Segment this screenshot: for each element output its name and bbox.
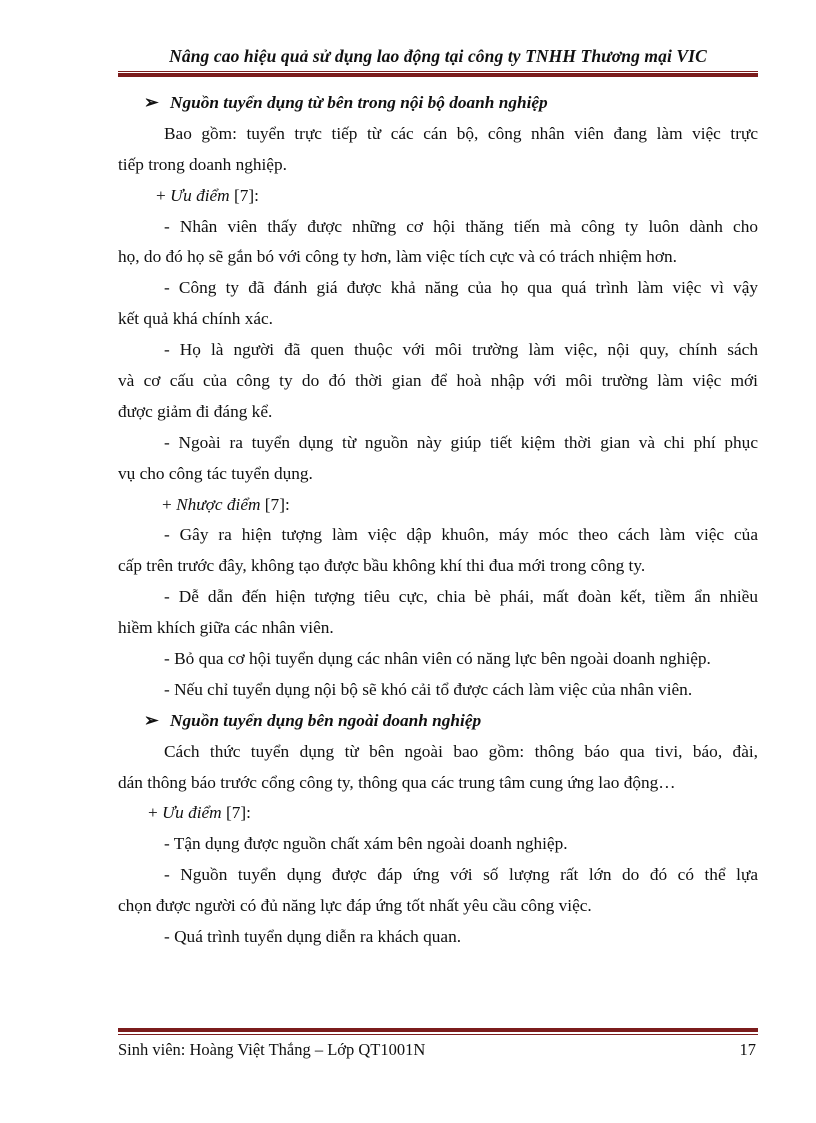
footer-rule-thick bbox=[118, 1028, 758, 1032]
footer-student-info: Sinh viên: Hoàng Việt Thắng – Lớp QT1001N bbox=[118, 1040, 426, 1059]
section-heading-external: ➢ Nguồn tuyển dụng bên ngoài doanh nghiệp bbox=[118, 706, 758, 737]
section-heading-internal: ➢ Nguồn tuyển dụng từ bên trong nội bộ doanh nghiệp bbox=[118, 88, 758, 119]
header-rule-thick bbox=[118, 73, 758, 77]
list-item-line: - Gây ra hiện tượng làm việc dập khuôn, máy móc theo cách làm việc của bbox=[164, 525, 758, 545]
page-number: 17 bbox=[739, 1040, 756, 1059]
paragraph-line: Cách thức tuyển dụng từ bên ngoài bao gồm: thông báo qua tivi, báo, đài, bbox=[164, 741, 758, 761]
header-title: Nâng cao hiệu quả sử dụng lao động tại công ty TNHH Thương mại VIC bbox=[169, 46, 707, 66]
paragraph-line: dán thông báo trước cổng công ty, thông qua các trung tâm cung ứng lao động… bbox=[118, 772, 676, 792]
paragraph-line: tiếp trong doanh nghiệp. bbox=[118, 154, 287, 174]
list-item-line: - Ngoài ra tuyển dụng từ nguồn này giúp tiết kiệm thời gian và chi phí phục bbox=[164, 432, 758, 452]
list-item-line: kết quả khá chính xác. bbox=[118, 309, 273, 329]
header-rule-thin bbox=[118, 71, 758, 72]
list-item-line: chọn được người có đủ năng lực đáp ứng tốt nhất yêu cầu công việc. bbox=[118, 896, 592, 916]
list-item-line: - Công ty đã đánh giá được khả năng của họ qua quá trình làm việc vì vậy bbox=[164, 278, 758, 298]
footer-rule-thin bbox=[118, 1034, 758, 1035]
list-item-line: - Tận dụng được nguồn chất xám bên ngoài doanh nghiệp. bbox=[164, 834, 568, 854]
list-item-line: và cơ cấu của công ty do đó thời gian để hoà nhập với môi trường làm việc mới bbox=[118, 371, 758, 391]
list-item-line: - Nếu chỉ tuyển dụng nội bộ sẽ khó cải tổ được cách làm việc của nhân viên. bbox=[164, 679, 693, 699]
list-item-line: được giảm đi đáng kể. bbox=[118, 401, 273, 421]
list-item-line: cấp trên trước đây, không tạo được bầu không khí thi đua mới trong công ty. bbox=[118, 556, 646, 576]
arrow-bullet-icon: ➢ bbox=[144, 93, 159, 112]
subheading-disadvantages: + Nhược điểm [7]: bbox=[162, 494, 290, 514]
arrow-bullet-icon: ➢ bbox=[144, 710, 159, 730]
list-item-line: - Quá trình tuyển dụng diễn ra khách quan. bbox=[164, 927, 462, 947]
list-item-line: - Nguồn tuyển dụng được đáp ứng với số lượng rất lớn do đó có thể lựa bbox=[164, 865, 758, 885]
list-item-line: họ, do đó họ sẽ gắn bó với công ty hơn, làm việc tích cực và có trách nhiệm hơn. bbox=[118, 247, 677, 267]
subheading-advantages: + Ưu điểm [7]: bbox=[148, 803, 251, 823]
paragraph-line: Bao gồm: tuyển trực tiếp từ các cán bộ, công nhân viên đang làm việc trực bbox=[164, 123, 758, 143]
list-item-line: - Nhân viên thấy được những cơ hội thăng tiến mà công ty luôn dành cho bbox=[164, 216, 758, 236]
document-body bbox=[118, 88, 758, 953]
list-item-line: - Dễ dẫn đến hiện tượng tiêu cực, chia bè phái, mất đoàn kết, tiềm ẩn nhiều bbox=[164, 587, 758, 607]
list-item-line: - Họ là người đã quen thuộc với môi trường làm việc, nội quy, chính sách bbox=[164, 340, 758, 360]
list-item-line: vụ cho công tác tuyển dụng. bbox=[118, 463, 313, 483]
list-item-line: hiềm khích giữa các nhân viên. bbox=[118, 618, 334, 638]
list-item-line: - Bỏ qua cơ hội tuyển dụng các nhân viên có năng lực bên ngoài doanh nghiệp. bbox=[164, 649, 711, 669]
subheading-advantages: + Ưu điểm [7]: bbox=[156, 185, 259, 205]
